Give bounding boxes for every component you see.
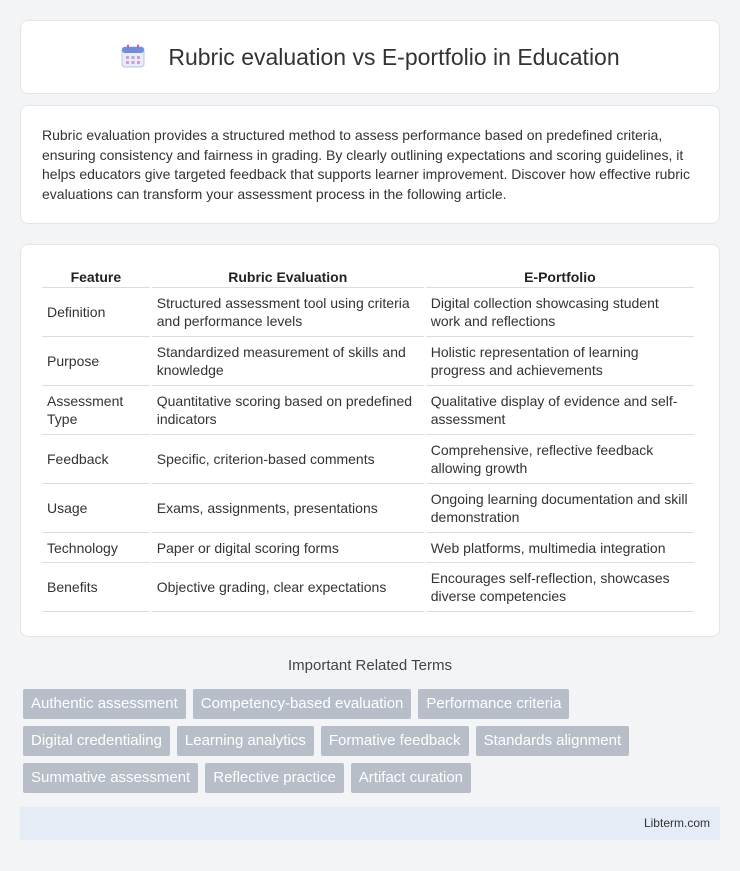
footer-site-link[interactable]: Libterm.com: [643, 816, 710, 830]
row-rubric: Structured assessment tool using criteria and performance levels: [152, 288, 424, 337]
row-eportfolio: Holistic representation of learning progress and achievements: [426, 337, 694, 386]
row-eportfolio: Ongoing learning documentation and skill demonstration: [426, 484, 694, 533]
tag-learning-analytics[interactable]: Learning analytics: [177, 726, 314, 756]
table-row: [42, 288, 694, 337]
table-row: [42, 563, 694, 612]
row-feature: Assessment Type: [42, 386, 150, 435]
row-feature: Usage: [42, 484, 150, 533]
header-feature: Feature: [42, 266, 150, 288]
tag-row: [23, 763, 723, 793]
row-feature: Definition: [42, 288, 150, 337]
table-row: [42, 337, 694, 386]
table-row: [42, 484, 694, 533]
table-row: [42, 386, 694, 435]
tag-competency-based-evaluation[interactable]: Competency-based evaluation: [193, 689, 412, 719]
related-terms-title: Important Related Terms: [288, 657, 452, 674]
tag-artifact-curation[interactable]: Artifact curation: [351, 763, 471, 793]
intro-text: Rubric evaluation provides a structured method to assess performance based on predefined criteria, ensuring consistency and fairness in grading. By clearly outlining expectations and scoring guidelines, it helps educators give targeted feedback that supports learner improvement. Discover how effective rubric evaluations can transform your assessment process in the following article.: [42, 127, 690, 202]
comparison-table-card: [20, 244, 720, 637]
row-rubric: Standardized measurement of skills and knowledge: [152, 337, 424, 386]
row-feature: Purpose: [42, 337, 150, 386]
tag-reflective-practice[interactable]: Reflective practice: [205, 763, 344, 793]
row-eportfolio: Web platforms, multimedia integration: [426, 533, 694, 563]
tag-row: [23, 689, 723, 719]
row-feature: Feedback: [42, 435, 150, 484]
table-row: [42, 435, 694, 484]
footer: [20, 807, 720, 840]
row-rubric: Paper or digital scoring forms: [152, 533, 424, 563]
tag-summative-assessment[interactable]: Summative assessment: [23, 763, 198, 793]
intro-card: [20, 105, 720, 224]
page-title: Rubric evaluation vs E-portfolio in Education: [168, 43, 620, 70]
row-eportfolio: Comprehensive, reflective feedback allowing growth: [426, 435, 694, 484]
tag-formative-feedback[interactable]: Formative feedback: [321, 726, 469, 756]
row-eportfolio: Qualitative display of evidence and self-assessment: [426, 386, 694, 435]
tag-digital-credentialing[interactable]: Digital credentialing: [23, 726, 170, 756]
row-eportfolio: Encourages self-reflection, showcases diverse competencies: [426, 563, 694, 612]
tag-standards-alignment[interactable]: Standards alignment: [476, 726, 630, 756]
row-rubric: Exams, assignments, presentations: [152, 484, 424, 533]
header-rubric-evaluation: Rubric Evaluation: [152, 266, 424, 288]
comparison-table: [40, 266, 696, 612]
tag-performance-criteria[interactable]: Performance criteria: [418, 689, 569, 719]
row-rubric: Quantitative scoring based on predefined indicators: [152, 386, 424, 435]
calendar-icon: [120, 43, 146, 69]
row-feature: Technology: [42, 533, 150, 563]
row-rubric: Specific, criterion-based comments: [152, 435, 424, 484]
table-row: [42, 533, 694, 563]
row-eportfolio: Digital collection showcasing student work and reflections: [426, 288, 694, 337]
related-terms-tags: [23, 689, 723, 800]
header-e-portfolio: E-Portfolio: [426, 266, 694, 288]
tag-authentic-assessment[interactable]: Authentic assessment: [23, 689, 186, 719]
row-feature: Benefits: [42, 563, 150, 612]
row-rubric: Objective grading, clear expectations: [152, 563, 424, 612]
tag-row: [23, 726, 723, 756]
header-card: [20, 20, 720, 94]
table-header-row: [42, 266, 694, 288]
